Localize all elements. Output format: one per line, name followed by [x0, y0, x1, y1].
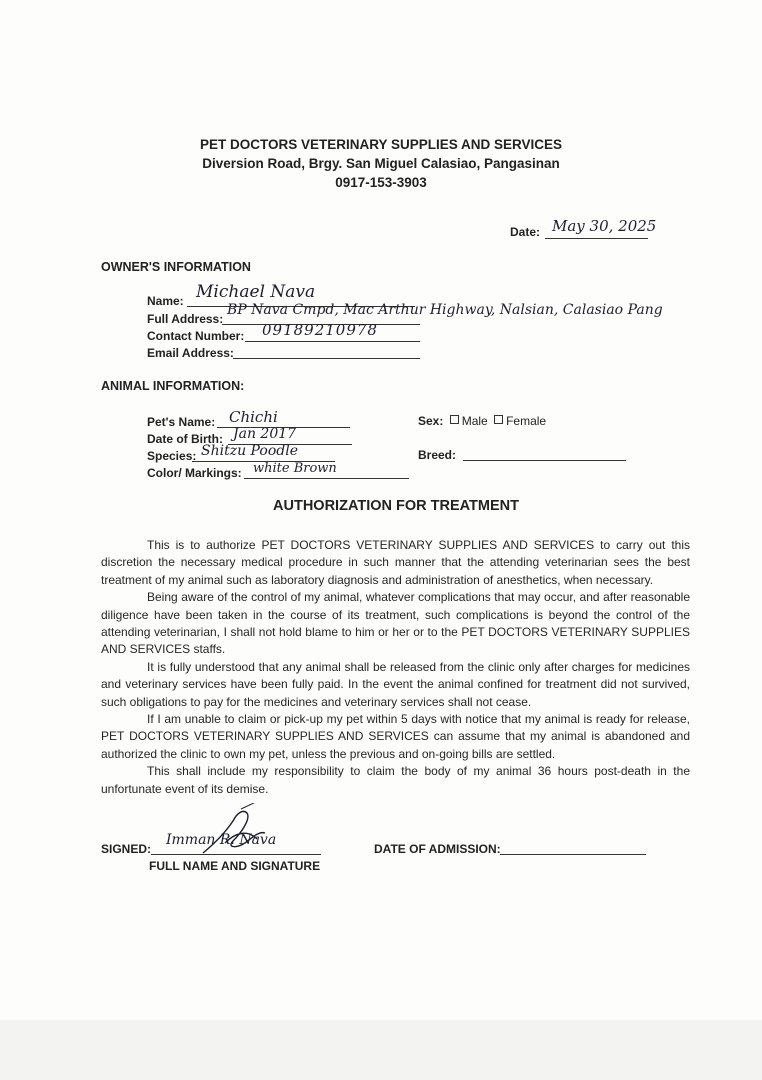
admission-label: DATE OF ADMISSION: — [374, 842, 501, 856]
company-phone: 0917-153-3903 — [335, 175, 427, 190]
authorization-paragraph: This is to authorize PET DOCTORS VETERINARY SUPPLIES AND SERVICES to carry out this discretion the necessary medical procedure in such manner that the attending veterinarian sees the best treatment of my animal such as laboratory diagnosis and administration of anesthetics, when necessary. — [101, 538, 690, 587]
sex-male-label: Male — [461, 414, 488, 428]
authorization-paragraph: If I am unable to claim or pick-up my pet within 5 days with notice that my animal is ready for release, PET DOCTORS VETERINARY SUPPLIES AND SERVICES can assume that my animal is abandoned and authorized the clinic to own my pet, unless the previous and on-going bills are settled. — [101, 712, 690, 761]
authorization-body — [101, 537, 690, 798]
owner-name-label: Name: — [147, 294, 184, 308]
authorization-paragraph: Being aware of the control of my animal, whatever complications that may occur, and after reasonable diligence have been taken in the course of its treatment, such complications is beyond the control of the attending veterinarian, I shall not hold blame to him or her or to the PET DOCTORS VETERINARY SUPPLIES AND SERVICES staffs. — [101, 590, 690, 657]
date-line — [545, 238, 648, 239]
breed-line — [463, 460, 626, 461]
color-label: Color/ Markings: — [147, 466, 242, 480]
owner-name-value: Michael Nava — [196, 282, 316, 302]
species-value: Shitzu Poodle — [201, 443, 298, 459]
owner-contact-label: Contact Number: — [147, 329, 245, 343]
date-value: May 30, 2025 — [552, 217, 657, 235]
color-line — [244, 478, 409, 479]
authorization-paragraph: It is fully understood that any animal shall be released from the clinic only after charges for medicines and veterinary services have been fully paid. In the event the animal confined for treatment did not survived, such obligations to pay for the medicines and veterinary services shall not cease. — [101, 659, 690, 709]
authorization-title: AUTHORIZATION FOR TREATMENT — [273, 498, 519, 514]
page-bottom-edge — [0, 1020, 762, 1080]
admission-line — [500, 854, 646, 855]
authorization-paragraph: This shall include my responsibility to claim the body of my animal 36 hours post-death in the unfortunate event of its demise. — [101, 764, 690, 796]
owner-contact-value: 09189210978 — [262, 321, 378, 339]
owner-contact-line — [245, 341, 420, 342]
date-label: Date: — [510, 225, 541, 239]
signature-scribble — [195, 803, 275, 863]
sex-female-label: Female — [506, 414, 547, 428]
pet-name-value: Chichi — [229, 408, 278, 426]
animal-section-title: ANIMAL INFORMATION: — [101, 379, 245, 393]
sex-label: Sex: — [418, 414, 444, 428]
owner-email-line — [233, 358, 420, 359]
owner-email-label: Email Address: — [147, 346, 234, 360]
owner-section-title: OWNER'S INFORMATION — [101, 260, 251, 274]
owner-address-value: BP Nava Cmpd, Mac Arthur Highway, Nalsian, Calasiao Pang — [227, 302, 663, 318]
company-name: PET DOCTORS VETERINARY SUPPLIES AND SERVICES — [199, 137, 563, 152]
sex-female-checkbox[interactable] — [494, 415, 503, 424]
dob-value: Jan 2017 — [233, 426, 297, 442]
pet-name-label: Pet's Name: — [147, 415, 216, 429]
color-value: white Brown — [253, 461, 337, 476]
species-label: Species: — [147, 449, 197, 463]
signature-value: Imman R. Nava — [166, 832, 277, 848]
breed-label: Breed: — [418, 448, 457, 462]
owner-address-label: Full Address: — [147, 312, 224, 326]
company-address: Diversion Road, Brgy. San Miguel Calasiao, Pangasinan — [202, 156, 560, 171]
sex-male-checkbox[interactable] — [450, 415, 459, 424]
signature-caption: FULL NAME AND SIGNATURE — [149, 859, 321, 873]
dob-label: Date of Birth: — [147, 432, 223, 446]
signed-label: SIGNED: — [101, 842, 152, 856]
sex-field — [418, 414, 546, 428]
